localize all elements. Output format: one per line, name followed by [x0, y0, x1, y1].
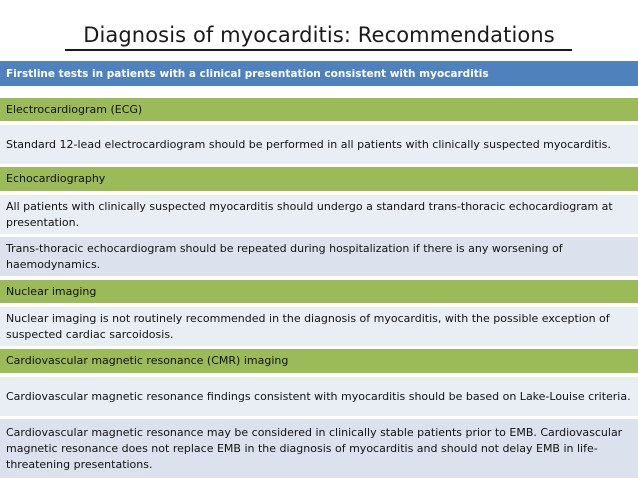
row-text: Cardiovascular magnetic resonance may be considered in clinically stable patients prior to EMB. Cardiovascular magnetic resonance does not replace EMB in the diagnosis of myocarditis and should not delay EMB in life-threatening presentations.: [6, 425, 623, 471]
table-header-text: Firstline tests in patients with a clinical presentation consistent with myocarditis: [6, 67, 489, 80]
title-underline: [65, 49, 572, 51]
table-header-row: [0, 61, 638, 87]
section-row-echocardiography: [0, 167, 638, 192]
table-row: [0, 377, 638, 417]
section-row-cmr-imaging: [0, 349, 638, 374]
slide-title: Diagnosis of myocarditis: Recommendations: [83, 23, 555, 47]
row-text: Cardiovascular magnetic resonance findings consistent with myocarditis should be based on Lake-Louise criteria.: [6, 389, 631, 403]
section-label: Echocardiography: [6, 172, 106, 185]
table-row: [0, 195, 638, 235]
table-row: [0, 237, 638, 277]
section-label: Electrocardiogram (ECG): [6, 102, 143, 116]
section-label: Nuclear imaging: [6, 284, 97, 298]
table-row: [0, 125, 638, 165]
table-row: [0, 419, 638, 479]
recommendations-table: [0, 61, 638, 479]
table-row: [0, 307, 638, 347]
section-row-nuclear-imaging: [0, 280, 638, 304]
row-text: All patients with clinically suspected myocarditis should undergo a standard trans-thoracic echocardiogram at presentation.: [6, 199, 613, 229]
row-text: Trans-thoracic echocardiogram should be repeated during hospitalization if there is any worsening of haemodynamics.: [6, 241, 563, 271]
row-text: Nuclear imaging is not routinely recommended in the diagnosis of myocarditis, with the possible exception of suspected cardiac sarcoidosis.: [6, 311, 610, 341]
section-label: Cardiovascular magnetic resonance (CMR) imaging: [6, 354, 289, 367]
row-text: Standard 12-lead electrocardiogram should be performed in all patients with clinically suspected myocarditis.: [6, 137, 611, 151]
section-row-ecg: [0, 98, 638, 122]
